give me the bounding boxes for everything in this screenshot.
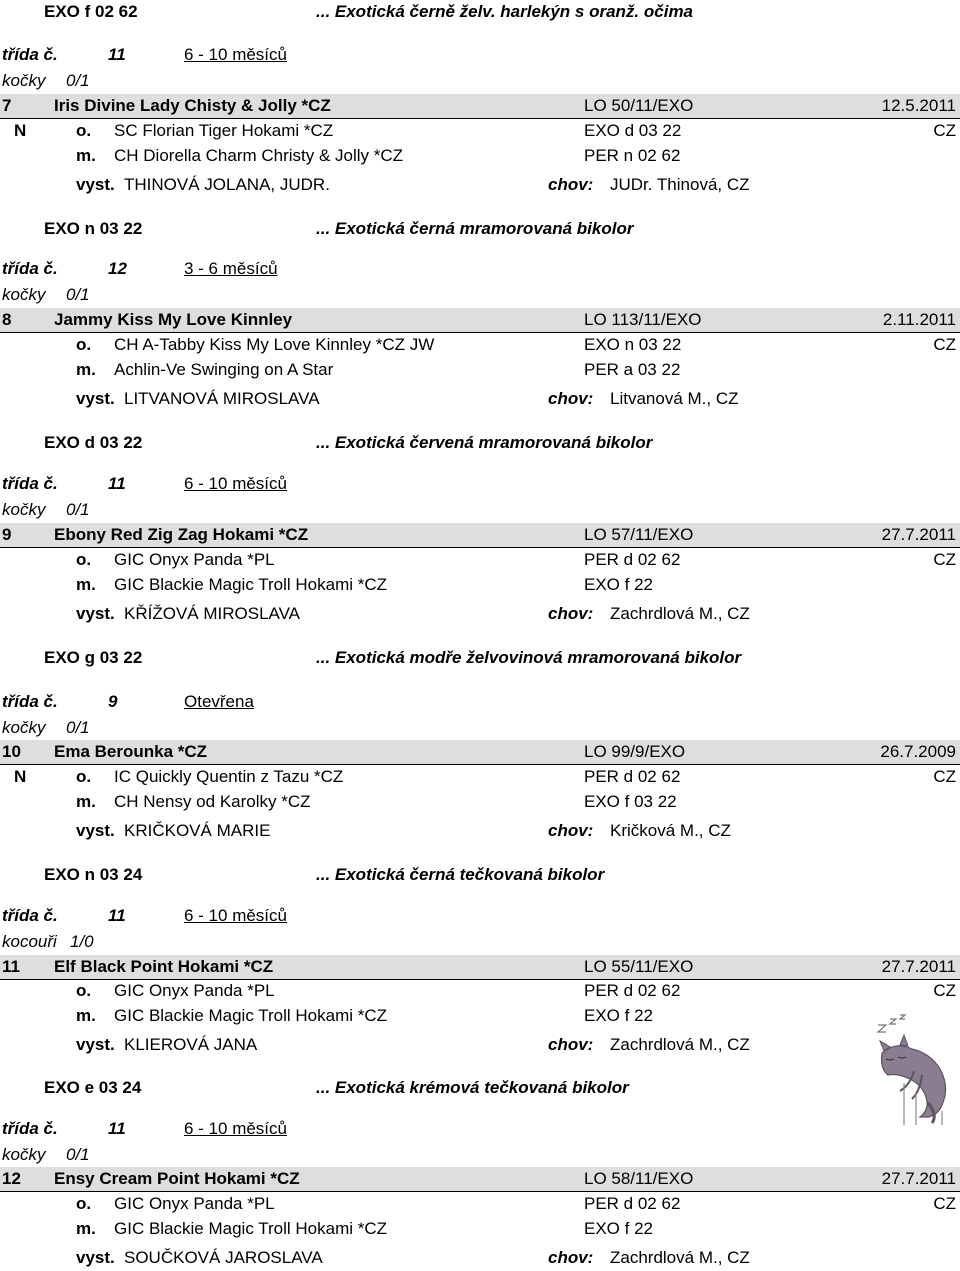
class-line [0,904,960,928]
father-ems: PER d 02 62 [584,1194,681,1213]
sex-label: kočky [2,285,46,304]
cat-number: 12 [2,1169,21,1188]
exhibitor-name: KŘÍŽOVÁ MIROSLAVA [124,604,301,623]
father-name: GIC Onyx Panda *PL [114,981,275,1000]
father-name: IC Quickly Quentin z Tazu *CZ [114,767,344,786]
pedigree-number: LO 57/11/EXO [584,525,694,544]
birth-date: 2.11.2011 [882,310,956,329]
exhibitor-name: SOUČKOVÁ JAROSLAVA [124,1248,323,1267]
sex-count: 0/1 [66,1145,90,1164]
class-line [0,43,960,67]
cat-name: Jammy Kiss My Love Kinnley [54,310,293,329]
exhibitor-name: KRIČKOVÁ MARIE [124,821,271,840]
result-mark: N [14,767,27,786]
father-line [0,979,960,1003]
exhibitor-line [0,602,960,626]
color-description: ... Exotická černá tečkovaná bikolor [316,865,605,884]
color-description: ... Exotická červená mramorovaná bikolor [316,433,653,452]
cat-entry-row [0,740,960,765]
color-header [0,646,960,670]
class-label: třída č. [2,45,58,64]
age-category: 6 - 10 měsíců [184,474,287,493]
mother-line [0,1217,960,1241]
father-ems: PER d 02 62 [584,767,681,786]
pedigree-number: LO 50/11/EXO [584,96,694,115]
pedigree-number: LO 113/11/EXO [584,310,702,329]
cat-entry-row [0,94,960,119]
breeder-name: Zachrdlová M., CZ [610,1035,750,1054]
sex-count: 0/1 [66,71,90,90]
birth-date: 27.7.2011 [881,1169,956,1188]
father-country: CZ [933,1194,956,1213]
pedigree-number: LO 99/9/EXO [584,742,686,761]
cat-name: Ensy Cream Point Hokami *CZ [54,1169,300,1188]
father-label: o. [76,1194,92,1213]
sex-count: 0/1 [66,500,90,519]
sleeping-cat-icon [870,1013,956,1125]
breeder-name: Zachrdlová M., CZ [610,604,750,623]
mother-ems: EXO f 03 22 [584,792,677,811]
mother-label: m. [76,575,96,594]
cat-name: Elf Black Point Hokami *CZ [54,957,274,976]
father-name: GIC Onyx Panda *PL [114,550,275,569]
ems-code: EXO n 03 22 [44,219,143,238]
exhibitor-label: vyst. [76,1248,115,1267]
class-line [0,257,960,281]
exhibitor-line [0,173,960,197]
pedigree-number: LO 55/11/EXO [584,957,694,976]
sex-count-line [0,930,960,954]
age-category: 6 - 10 měsíců [184,1119,287,1138]
class-number: 11 [108,1119,126,1138]
cat-name: Ema Berounka *CZ [54,742,208,761]
mother-ems: EXO f 22 [584,1006,653,1025]
exhibitor-name: THINOVÁ JOLANA, JUDR. [124,175,330,194]
color-description: ... Exotická černá mramorovaná bikolor [316,219,634,238]
father-label: o. [76,550,92,569]
class-number: 11 [108,45,126,64]
color-header [0,1076,960,1100]
sex-label: kočky [2,718,46,737]
sex-count: 0/1 [66,718,90,737]
father-label: o. [76,981,92,1000]
color-header [0,217,960,241]
exhibitor-label: vyst. [76,604,115,623]
father-line [0,1192,960,1216]
exhibitor-label: vyst. [76,821,115,840]
father-line [0,765,960,789]
age-category: Otevřena [184,692,254,711]
mother-ems: PER n 02 62 [584,146,681,165]
father-ems: EXO n 03 22 [584,335,682,354]
class-line [0,1117,960,1141]
cat-name: Iris Divine Lady Chisty & Jolly *CZ [54,96,331,115]
father-country: CZ [933,981,956,1000]
exhibitor-name: KLIEROVÁ JANA [124,1035,258,1054]
breeder-name: JUDr. Thinová, CZ [610,175,750,194]
age-category: 6 - 10 měsíců [184,45,287,64]
mother-line [0,144,960,168]
mother-label: m. [76,360,96,379]
color-description: ... Exotická černě želv. harlekýn s oranž. očima [316,2,694,21]
breeder-label: chov: [548,821,594,840]
sex-count-line [0,283,960,307]
color-header [0,0,960,24]
class-line [0,472,960,496]
father-line [0,119,960,143]
mother-label: m. [76,792,96,811]
mother-name: GIC Blackie Magic Troll Hokami *CZ [114,575,388,594]
cat-entry-row [0,1167,960,1192]
class-label: třída č. [2,474,58,493]
color-header [0,431,960,455]
mother-line [0,790,960,814]
ems-code: EXO e 03 24 [44,1078,142,1097]
breeder-name: Zachrdlová M., CZ [610,1248,750,1267]
father-country: CZ [933,550,956,569]
exhibitor-line [0,819,960,843]
father-name: GIC Onyx Panda *PL [114,1194,275,1213]
father-name: CH A-Tabby Kiss My Love Kinnley *CZ JW [114,335,435,354]
exhibitor-name: LITVANOVÁ MIROSLAVA [124,389,320,408]
father-line [0,333,960,357]
cat-entry-row [0,308,960,333]
ems-code: EXO d 03 22 [44,433,143,452]
exhibitor-label: vyst. [76,389,115,408]
birth-date: 26.7.2009 [880,742,956,761]
class-label: třída č. [2,906,58,925]
class-label: třída č. [2,1119,58,1138]
father-country: CZ [933,121,956,140]
father-ems: PER d 02 62 [584,550,681,569]
father-line [0,548,960,572]
exhibitor-label: vyst. [76,1035,115,1054]
mother-name: CH Nensy od Karolky *CZ [114,792,311,811]
father-ems: PER d 02 62 [584,981,681,1000]
sex-count: 1/0 [70,932,94,951]
exhibitor-label: vyst. [76,175,115,194]
ems-code: EXO f 02 62 [44,2,138,21]
sex-count-line [0,498,960,522]
sex-label: kočky [2,71,46,90]
color-header [0,863,960,887]
mother-name: CH Diorella Charm Christy & Jolly *CZ [114,146,404,165]
cat-entry-row [0,955,960,980]
mother-ems: EXO f 22 [584,575,653,594]
class-number: 12 [108,259,127,278]
color-description: ... Exotická krémová tečkovaná bikolor [316,1078,629,1097]
cat-number: 8 [2,310,12,329]
sex-label: kočky [2,500,46,519]
breeder-label: chov: [548,1248,594,1267]
cat-name: Ebony Red Zig Zag Hokami *CZ [54,525,309,544]
class-label: třída č. [2,692,58,711]
breeder-name: Litvanová M., CZ [610,389,739,408]
class-label: třída č. [2,259,58,278]
mother-label: m. [76,146,96,165]
father-label: o. [76,121,92,140]
cat-entry-row [0,523,960,548]
pedigree-number: LO 58/11/EXO [584,1169,694,1188]
breeder-label: chov: [548,604,594,623]
mother-label: m. [76,1006,96,1025]
cat-number: 9 [2,525,12,544]
sex-count: 0/1 [66,285,90,304]
father-name: SC Florian Tiger Hokami *CZ [114,121,334,140]
exhibitor-line [0,1246,960,1270]
age-category: 6 - 10 měsíců [184,906,287,925]
mother-line [0,1004,960,1028]
result-mark: N [14,121,27,140]
birth-date: 27.7.2011 [881,957,956,976]
class-number: 9 [108,692,118,711]
ems-code: EXO n 03 24 [44,865,143,884]
sex-count-line [0,716,960,740]
sex-label: kocouři [2,932,57,951]
cat-number: 11 [2,957,20,976]
exhibitor-line [0,1033,960,1057]
age-category: 3 - 6 měsíců [184,259,278,278]
sex-count-line [0,69,960,93]
birth-date: 27.7.2011 [881,525,956,544]
class-line [0,690,960,714]
color-description: ... Exotická modře želvovinová mramorovaná bikolor [316,648,742,667]
mother-name: GIC Blackie Magic Troll Hokami *CZ [114,1219,388,1238]
birth-date: 12.5.2011 [881,96,956,115]
breeder-label: chov: [548,389,594,408]
father-country: CZ [933,767,956,786]
mother-line [0,358,960,382]
breeder-label: chov: [548,1035,594,1054]
class-number: 11 [108,474,126,493]
father-label: o. [76,767,92,786]
cat-number: 10 [2,742,21,761]
mother-ems: PER a 03 22 [584,360,681,379]
cat-number: 7 [2,96,12,115]
father-label: o. [76,335,92,354]
ems-code: EXO g 03 22 [44,648,143,667]
sex-label: kočky [2,1145,46,1164]
mother-ems: EXO f 22 [584,1219,653,1238]
breeder-name: Kričková M., CZ [610,821,731,840]
sex-count-line [0,1143,960,1167]
mother-name: Achlin-Ve Swinging on A Star [114,360,334,379]
father-ems: EXO d 03 22 [584,121,682,140]
father-country: CZ [933,335,956,354]
class-number: 11 [108,906,126,925]
mother-line [0,573,960,597]
exhibitor-line [0,387,960,411]
mother-name: GIC Blackie Magic Troll Hokami *CZ [114,1006,388,1025]
breeder-label: chov: [548,175,594,194]
mother-label: m. [76,1219,96,1238]
